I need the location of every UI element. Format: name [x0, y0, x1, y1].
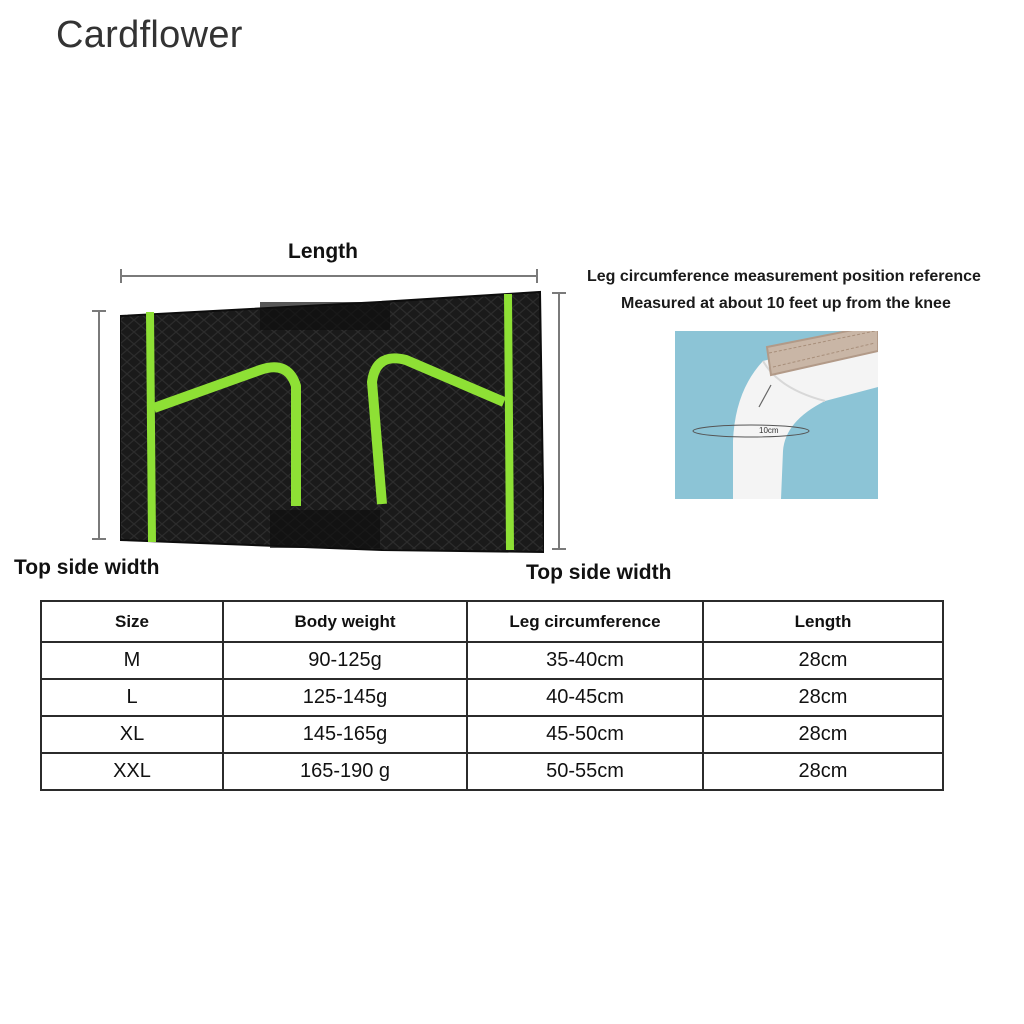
cell-leg-circumference: 35-40cm — [467, 642, 703, 679]
top-side-width-label-left: Top side width — [14, 556, 160, 579]
cell-size: XL — [41, 716, 223, 753]
header-body-weight: Body weight — [223, 601, 467, 642]
top-side-width-label-right: Top side width — [526, 561, 672, 584]
table-row — [41, 642, 943, 679]
knee-measurement-image — [675, 331, 878, 499]
brand-logo-text: Cardflower — [56, 14, 243, 56]
cell-length: 28cm — [703, 753, 943, 790]
cell-size: L — [41, 679, 223, 716]
header-leg-circumference: Leg circumference — [467, 601, 703, 642]
cell-body-weight: 125-145g — [223, 679, 467, 716]
length-dimension-line — [120, 275, 538, 277]
table-row — [41, 716, 943, 753]
cell-leg-circumference: 50-55cm — [467, 753, 703, 790]
table-row — [41, 679, 943, 716]
cell-body-weight: 145-165g — [223, 716, 467, 753]
cell-length: 28cm — [703, 642, 943, 679]
cell-body-weight: 90-125g — [223, 642, 467, 679]
cell-size: M — [41, 642, 223, 679]
right-width-dimension-line — [558, 292, 560, 550]
measurement-reference-subtitle: Measured at about 10 feet up from the knee — [621, 295, 951, 312]
size-chart-table — [40, 600, 944, 791]
left-width-dimension-line — [98, 310, 100, 540]
knee-sleeve-image — [120, 290, 544, 554]
ten-cm-label: 10cm — [759, 426, 779, 435]
cell-leg-circumference: 40-45cm — [467, 679, 703, 716]
table-row — [41, 753, 943, 790]
measurement-reference-title: Leg circumference measurement position reference — [587, 268, 981, 285]
cell-length: 28cm — [703, 679, 943, 716]
cell-size: XXL — [41, 753, 223, 790]
length-label: Length — [288, 240, 358, 263]
table-header-row — [41, 601, 943, 642]
cell-body-weight: 165-190 g — [223, 753, 467, 790]
header-length: Length — [703, 601, 943, 642]
cell-length: 28cm — [703, 716, 943, 753]
cell-leg-circumference: 45-50cm — [467, 716, 703, 753]
header-size: Size — [41, 601, 223, 642]
